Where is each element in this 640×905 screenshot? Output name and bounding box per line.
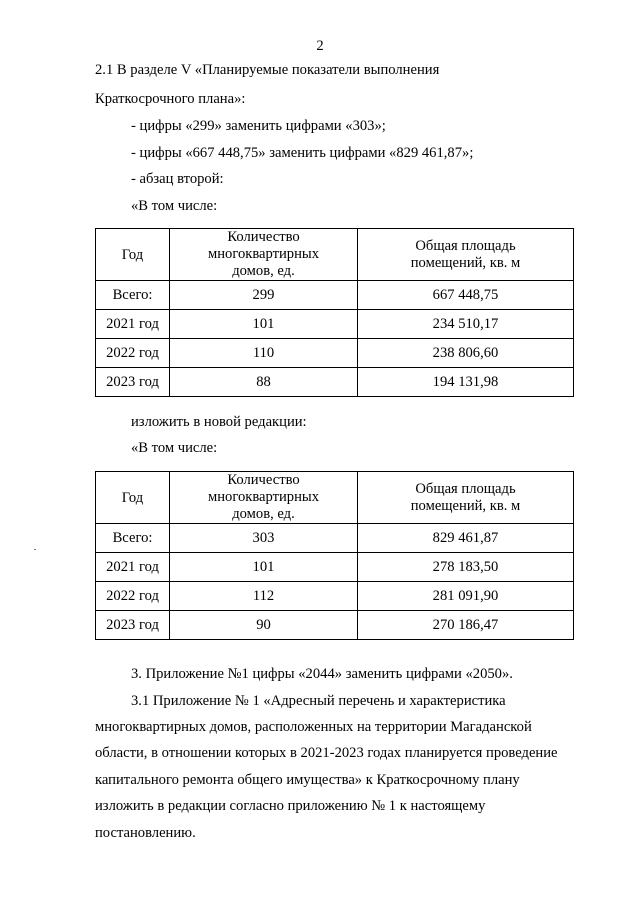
section-3-1-line-1: 3.1 Приложение № 1 «Адресный перечень и характеристика — [131, 693, 506, 709]
cell-count: 299 — [170, 281, 358, 310]
table-row — [96, 553, 574, 582]
cell-area: 667 448,75 — [358, 281, 574, 310]
cell-year: 2022 год — [96, 582, 170, 611]
table-header-row — [96, 472, 574, 524]
section-3-1-line-2: многоквартирных домов, расположенных на территории Магаданской — [95, 719, 532, 735]
cell-area: 238 806,60 — [358, 339, 574, 368]
replace-item-2: - цифры «667 448,75» заменить цифрами «829 461,87»; — [131, 145, 474, 161]
page-number: 2 — [316, 38, 324, 54]
cell-count: 112 — [170, 582, 358, 611]
cell-year: 2021 год — [96, 310, 170, 339]
cell-count: 101 — [170, 310, 358, 339]
table-row — [96, 281, 574, 310]
table-row — [96, 339, 574, 368]
cell-area: 281 091,90 — [358, 582, 574, 611]
table-row — [96, 310, 574, 339]
header-year: Год — [96, 472, 170, 524]
cell-count: 303 — [170, 524, 358, 553]
section-2-1-line-2: Краткосрочного плана»: — [95, 91, 246, 107]
section-3-1-line-3: области, в отношении которых в 2021-2023 годах планируется проведение — [95, 745, 558, 761]
cell-year: 2021 год — [96, 553, 170, 582]
table-row — [96, 524, 574, 553]
header-count: Количество многоквартирных домов, ед. — [170, 229, 358, 281]
replace-item-1: - цифры «299» заменить цифрами «303»; — [131, 118, 386, 134]
intro-old: «В том числе: — [131, 198, 218, 214]
cell-area: 234 510,17 — [358, 310, 574, 339]
cell-year: 2023 год — [96, 611, 170, 640]
cell-count: 90 — [170, 611, 358, 640]
section-3-1-line-6: постановлению. — [95, 825, 196, 841]
section-3: 3. Приложение №1 цифры «2044» заменить цифрами «2050». — [131, 666, 513, 682]
restate-text: изложить в новой редакции: — [131, 414, 307, 430]
cell-year: Всего: — [96, 524, 170, 553]
section-2-1-line-1: 2.1 В разделе V «Планируемые показатели выполнения — [95, 62, 440, 78]
cell-area: 270 186,47 — [358, 611, 574, 640]
section-3-1-line-4: капитального ремонта общего имущества» к Краткосрочному плану — [95, 772, 520, 788]
cell-count: 88 — [170, 368, 358, 397]
cell-count: 101 — [170, 553, 358, 582]
table-new — [95, 471, 574, 640]
table-row — [96, 582, 574, 611]
scan-speck — [34, 549, 36, 550]
table-header-row — [96, 229, 574, 281]
intro-new: «В том числе: — [131, 440, 218, 456]
cell-count: 110 — [170, 339, 358, 368]
cell-area: 194 131,98 — [358, 368, 574, 397]
table-row — [96, 368, 574, 397]
header-area: Общая площадь помещений, кв. м — [358, 229, 574, 281]
header-count: Количество многоквартирных домов, ед. — [170, 472, 358, 524]
cell-area: 278 183,50 — [358, 553, 574, 582]
cell-year: 2023 год — [96, 368, 170, 397]
header-area: Общая площадь помещений, кв. м — [358, 472, 574, 524]
cell-year: Всего: — [96, 281, 170, 310]
table-old — [95, 228, 574, 397]
cell-area: 829 461,87 — [358, 524, 574, 553]
table-row — [96, 611, 574, 640]
header-year: Год — [96, 229, 170, 281]
replace-item-3: - абзац второй: — [131, 171, 224, 187]
cell-year: 2022 год — [96, 339, 170, 368]
section-3-1-line-5: изложить в редакции согласно приложению № 1 к настоящему — [95, 798, 486, 814]
